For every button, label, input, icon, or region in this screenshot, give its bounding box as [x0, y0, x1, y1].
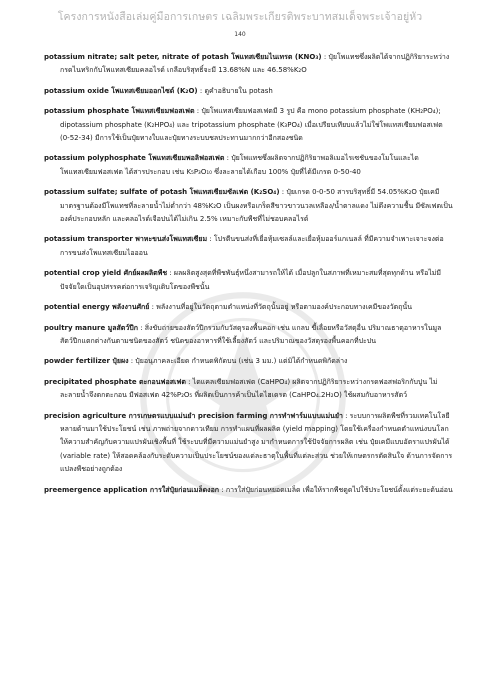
entry-definition: : ระบบการผลิตพืชที่รวมเทคโนโลยีหลายด้านมาใช้ประโยชน์ เช่น ภาพถ่ายจากดาวเทียม การทำแผนที่ผลผลิต (yield mapping) โดยใช้เครื่องกำหนดตำแหน่งบนโลก ให้ความสำคัญกับความแปรผันเชิงพื้นที่ ใช้ระบบที่มีความแม่นยำสูง มากำหนดการใช้ปัจจัยการผลิต เช่น ปุ๋ยเคมีแบบอัตราแปรผันได้ (variable rate) ให้สอดคล้องกับระดับความเป็นประโยชน์ของแต่ละธาตุในพื้นที่แต่ละส่วน ช่วยให้เกษตรกรตัดสินใจ ด้านการจัดการแปลงพืชอย่างถูกต้อง [60, 411, 453, 474]
glossary-entry [44, 484, 454, 497]
entry-definition: : การใส่ปุ๋ยก่อนหยอดเมล็ด เพื่อให้รากพืชดูดไปใช้ประโยชน์ตั้งแต่ระยะต้นอ่อน [219, 485, 453, 494]
entry-term: potential energy พลังงานศักย์ [44, 303, 150, 312]
page-number: 140 [234, 31, 246, 38]
glossary-entry [44, 85, 454, 98]
entry-term: potential crop yield ศักย์ผลผลิตพืช [44, 269, 168, 278]
running-header: โครงการหนังสือเล่มคู่มือการเกษตร เฉลิมพระเกียรติพระบาทสมเด็จพระเจ้าอยู่หัว [57, 11, 423, 23]
glossary-entry [44, 410, 454, 477]
entry-term: potassium polyphosphate โพแทสเซียมพอลิฟอสเฟต [44, 154, 225, 163]
entry-definition: : สิ่งขับถ่ายของสัตว์ปีกรวมกับวัสดุรองพื้นคอก เช่น แกลบ ขี้เลื่อยหรือวัสดุอื่น ปริมาณธาตุอาหารในมูลสัตว์ปีกแตกต่างกันตามชนิดของสัตว์ ชนิดของอาหารที่ใช้เลี้ยงสัตว์ และปริมาณของวัสดุรองพื้นคอกที่ปะปน [60, 323, 442, 345]
entry-term: precipitated phosphate ตะกอนฟอสเฟต [44, 377, 186, 386]
glossary-entry [44, 152, 454, 179]
entry-term: potassium transporter พาหะขนส่งโพแทสเซียม [44, 235, 208, 244]
glossary-entry [44, 267, 454, 294]
entry-term: potassium sulfate; sulfate of potash โพแทสเซียมซัลเฟต (K₂SO₄) [44, 188, 280, 197]
entry-definition: : ปุ๋ยอนุภาคละเอียด กำหนดพิกัดบน (เช่น 3 มม.) แต่มิได้กำหนดพิกัดล่าง [128, 357, 348, 366]
entry-definition: : ปุ๋ยโพแทชซึ่งผลิตได้จากปฏิกิริยาระหว่างกรดไนทริกกับโพแทสเซียมคลอไรด์ เกลือบริสุทธิ์จะมี 13.68%N และ 46.58%K₂O [60, 53, 450, 75]
entry-definition: : ปุ๋ยเกรด 0-0-50 สารบริสุทธิ์มี 54.05%K₂O ปุ๋ยเคมีมาตรฐานต้องมีโพแทชที่ละลายน้ำไม่ต่ำกว่า 48%K₂O เป็นผงหรือเกร็ดสีขาวขาวนวลเหลือง/น้ำตาลแดง ไม่ดึงความชื้น มีซัลเฟตเป็นองค์ประกอบหลัก และคลอไรด์เจือปนได้ไม่เกิน 2.5% เหมาะกับพืชที่ไม่ชอบคลอไรด์ [60, 188, 453, 224]
entry-definition: : ดูคำอธิบายใน potash [197, 86, 273, 95]
glossary-entry [44, 105, 454, 145]
glossary-entry [44, 376, 454, 403]
entry-term: potassium oxide โพแทสเซียมออกไซด์ (K₂O) [44, 86, 198, 95]
entry-definition: : พลังงานที่อยู่ในวัตถุตามตำแหน่งที่วัตถุนั้นอยู่ หรือตามองค์ประกอบทางเคมีของวัตถุนั้น [149, 303, 412, 312]
entry-definition: : ผลผลิตสูงสุดที่พืชพันธุ์หนึ่งสามารถให้ได้ เมื่อปลูกในสภาพที่เหมาะสมที่สุดทุกด้าน หรือไม่มีปัจจัยใดเป็นอุปสรรคต่อการเจริญเติบโตของพืชนั้น [60, 269, 442, 291]
entry-definition: : ปุ๋ยโพแทชซึ่งผลิตจากปฏิกิริยาพอลิเมอไรเซชันของโมโนและไดโพแทสเซียมฟอสเฟต ได้สารประกอบ เช่น K₅P₃O₁₀ ซึ่งละลายได้เกือบ 100% ปุ๋ยที่ได้มีเกรด 0-50-40 [60, 154, 419, 176]
entry-term: potassium nitrate; salt peter, nitrate of potash โพแทสเซียมไนเทรต (KNO₃) [44, 53, 322, 61]
entry-term: powder fertilizer ปุ๋ยผง [44, 357, 129, 366]
glossary-content [44, 44, 454, 500]
entry-term: potassium phosphate โพแทสเซียมฟอสเฟต [44, 107, 195, 116]
glossary-entry [44, 233, 454, 260]
glossary-entry [44, 51, 454, 78]
glossary-entry [44, 355, 454, 368]
entry-term: preemergence application การใส่ปุ๋ยก่อนเมล็ดงอก [44, 485, 220, 494]
entry-definition: : ไดแคลเซียมฟอสเฟต (CaHPO₄) ผลิตจากปฏิกิริยาระหว่างกรดฟอสฟอริกกับปูน ไม่ละลายน้ำจึงตกตะกอน มีฟอสเฟต 42%P₂O₅ ที่ผลิตเป็นการค้าเป็นไดไฮเดรต (CaHPO₄.2H₂O) ใช้ผสมกับอาหารสัตว์ [60, 377, 438, 400]
entry-term: precision agriculture การเกษตรแบบแม่นยำ precision farming การทำฟาร์มแบบแม่นยำ [44, 411, 343, 420]
glossary-entry [44, 322, 454, 349]
entry-definition: : ปุ๋ยโพแทสเซียมฟอสเฟตมี 3 รูป คือ mono potassium phosphate (KH₂PO₄); dipotassium phosphate (K₂HPO₄) และ tripotassium phosphate (K₃PO₄) เมื่อเปรียบเทียบแล้วไม่ใช่โพแทสเซียมฟอสเฟต (0-52-34) มีการใช้เป็นปุ๋ยทางใบและปุ๋ยทางระบบชลประทานมากกว่าอีกสองชนิด [60, 107, 443, 143]
entry-term: poultry manure มูลสัตว์ปีก [44, 323, 138, 332]
glossary-entry [44, 301, 454, 314]
entry-definition: : โปรตีนขนส่งที่เยื่อหุ้มเซลล์และเยื่อหุ้มออร์แกเนลล์ ที่มีความจำเพาะเจาะจงต่อการขนส่งโพแทสเซียมไอออน [60, 235, 444, 257]
glossary-entry [44, 186, 454, 226]
